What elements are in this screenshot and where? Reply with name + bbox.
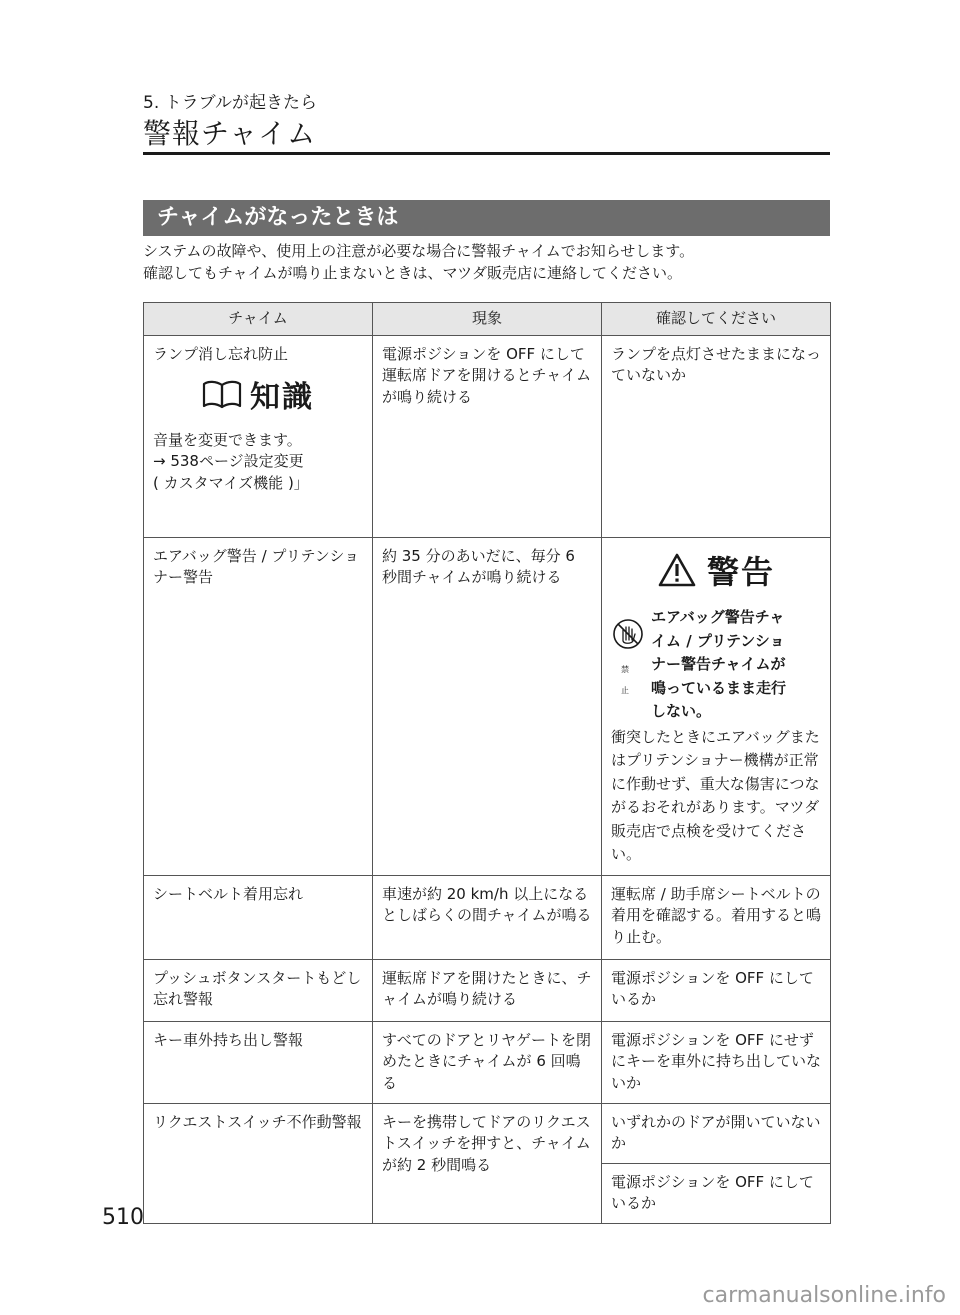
book-icon — [202, 379, 242, 416]
knowledge-label: 知識 — [250, 379, 314, 415]
warning-body: 衝突したときにエアバッグまたはプリテンショナー機構が正常に作動せず、重大な傷害につながるおそれがあります。マツダ販売店で点検を受けてください。 — [611, 727, 820, 863]
warning-label: 警告 — [706, 553, 775, 591]
prohibit-line: しない。 — [651, 702, 712, 720]
table-cell-symptom: 約 35 分のあいだに、毎分 6 秒間チャイムが鳴り続ける — [373, 537, 602, 875]
table-cell-warning — [602, 537, 831, 875]
column-header-symptom: 現象 — [373, 303, 602, 336]
table-row — [144, 335, 831, 537]
breadcrumb: 5. トラブルが起きたら — [143, 93, 317, 113]
table-header-row — [144, 303, 831, 336]
table-cell-check: ランプを点灯させたままになっていないか — [602, 335, 831, 537]
warning-triangle-icon — [657, 552, 697, 595]
chime-name: ランプ消し忘れ防止 — [153, 344, 289, 363]
table-cell-chime: プッシュボタンスタートもどし忘れ警報 — [144, 959, 373, 1021]
note-line: 音量を変更できます。 — [153, 430, 302, 449]
table-cell-symptom: キーを携帯してドアのリクエストスイッチを押すと、チャイムが約 2 秒間鳴る — [373, 1103, 602, 1223]
prohibit-block — [611, 606, 821, 724]
table-cell-check: 電源ポジションを OFF にせずにキーを車外に持ち出していないか — [602, 1021, 831, 1103]
prohibit-line: エアバッグ警告チャ — [651, 608, 785, 626]
chime-table — [143, 302, 831, 1224]
prohibit-line: イム / プリテンショ — [651, 631, 785, 650]
table-cell-symptom: すべてのドアとリヤゲートを閉めたときにチャイムが 6 回鳴る — [373, 1021, 602, 1103]
prohibit-text — [651, 606, 786, 724]
prohibit-line: 鳴っているまま走行 — [651, 678, 787, 697]
note-line: ( カスタマイズ機能 )」 — [153, 473, 309, 492]
table-cell-symptom: 運転席ドアを開けたときに、チャイムが鳴り続ける — [373, 959, 602, 1021]
intro-line: システムの故障や、使用上の注意が必要な場合に警報チャイムでお知らせします。 — [143, 242, 695, 260]
intro-text — [143, 240, 833, 284]
table-cell-chime: エアバッグ警告 / プリテンショナー警告 — [144, 537, 373, 875]
section-heading: チャイムがなったときは — [143, 200, 830, 236]
table-cell-chime: リクエストスイッチ不作動警報 — [144, 1103, 373, 1223]
table-cell-symptom: 電源ポジションを OFF にして運転席ドアを開けるとチャイムが鳴り続ける — [373, 335, 602, 537]
column-header-chime: チャイム — [144, 303, 373, 336]
prohibit-sign — [611, 606, 645, 724]
table-row — [144, 1021, 831, 1103]
table-row — [144, 1103, 831, 1163]
table-cell-symptom: 車速が約 20 km/h 以上になるとしばらくの間チャイムが鳴る — [373, 875, 602, 959]
page-number: 510 — [102, 1205, 144, 1230]
prohibit-line: ナー警告チャイムが — [651, 655, 786, 673]
column-header-check: 確認してください — [602, 303, 831, 336]
title-rule — [143, 152, 830, 155]
intro-line: 確認してもチャイムが鳴り止まないときは、マツダ販売店に連絡してください。 — [143, 264, 682, 282]
table-cell-check: 運転席 / 助手席シートベルトの着用を確認する。着用すると鳴り止む。 — [602, 875, 831, 959]
table-row — [144, 959, 831, 1021]
table-cell-chime — [144, 335, 373, 537]
table-cell-chime: シートベルト着用忘れ — [144, 875, 373, 959]
note-line: → 538ページ設定変更 — [153, 452, 304, 470]
prohibit-caption: 禁 止 — [621, 664, 635, 695]
page-title: 警報チャイム — [143, 117, 317, 150]
table-row — [144, 875, 831, 959]
watermark: carmanualsonline.info — [702, 1283, 946, 1308]
table-row — [144, 537, 831, 875]
knowledge-note-header — [153, 379, 363, 416]
table-cell-check: 電源ポジションを OFF にしているか — [602, 959, 831, 1021]
table-cell-chime: キー車外持ち出し警報 — [144, 1021, 373, 1103]
warning-header — [611, 552, 821, 595]
prohibit-hand-icon — [612, 636, 644, 654]
table-cell-check: いずれかのドアが開いていないか — [602, 1103, 831, 1163]
table-cell-check: 電源ポジションを OFF にしているか — [602, 1163, 831, 1223]
